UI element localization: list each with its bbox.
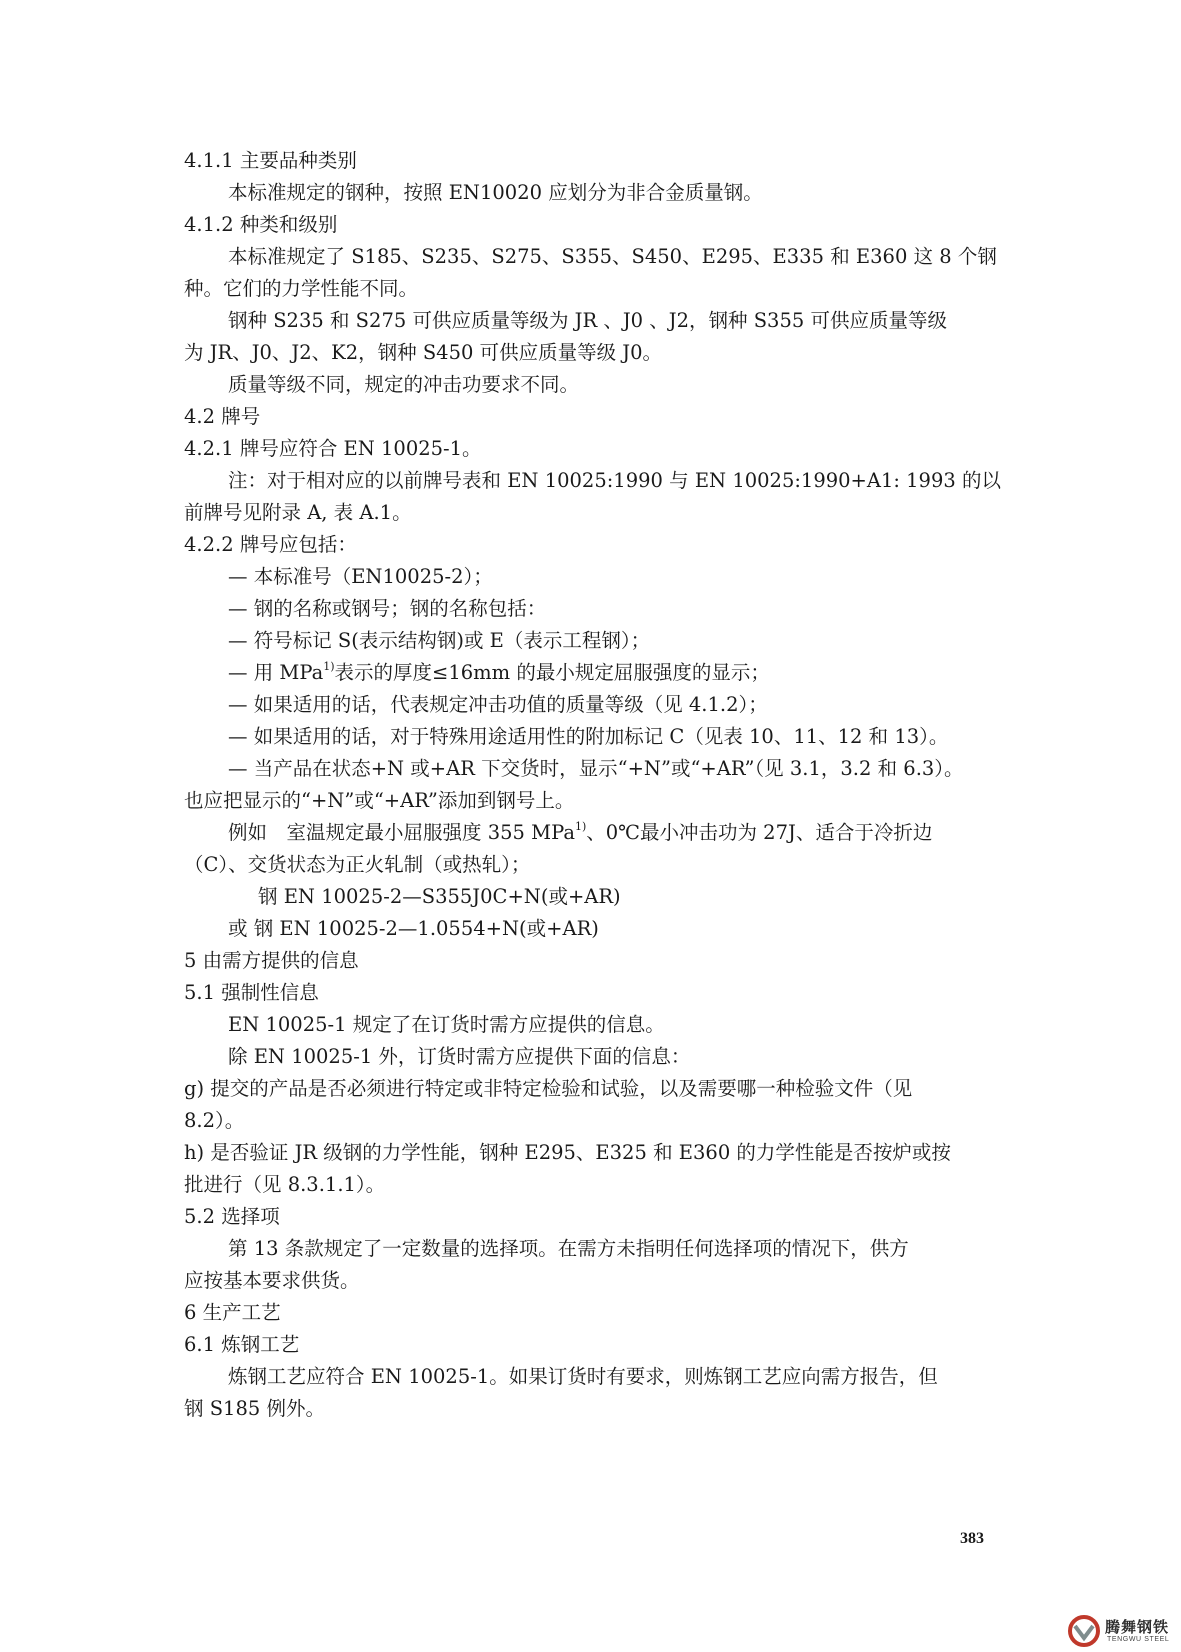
paragraph: 除 EN 10025-1 外，订货时需方应提供下面的信息： [228,1045,691,1068]
example-paragraph [228,820,932,846]
paragraph: 本标准规定了 S185、S235、S275、S355、S450、E295、E335 和 E360 这 8 个钢 [228,245,997,268]
footnote-marker: 1) [323,660,335,673]
list-item-g: g) 提交的产品是否必须进行特定或非特定检验和试验，以及需要哪一种检验文件（见 [184,1077,913,1100]
section-heading-5: 5 由需方提供的信息 [184,949,359,972]
section-heading-4-2-1: 4.2.1 牌号应符合 EN 10025-1。 [184,437,482,460]
page-number: 383 [960,1530,984,1547]
paragraph: 钢种 S235 和 S275 可供应质量等级为 JR 、J0 、J2，钢种 S355 可供应质量等级 [228,309,947,332]
paragraph: 质量等级不同，规定的冲击功要求不同。 [228,373,580,396]
example-text: 例如 室温规定最小屈服强度 355 MPa [228,821,575,844]
list-item: — 当产品在状态+N 或+AR 下交货时，显示“+N”或“+AR”（见 3.1，3.2 和 6.3）。 [228,757,964,780]
paragraph-continuation: 也应把显示的“+N”或“+AR”添加到钢号上。 [184,789,575,812]
list-item [228,660,770,686]
paragraph-continuation: 前牌号见附录 A, 表 A.1。 [184,501,412,524]
logo-name-cn: 腾舞钢铁 [1105,1618,1170,1636]
example-designation: 或 钢 EN 10025-2—1.0554+N(或+AR) [228,917,599,940]
paragraph: EN 10025-1 规定了在订货时需方应提供的信息。 [228,1013,665,1036]
example-designation: 钢 EN 10025-2—S355J0C+N(或+AR) [258,885,621,908]
example-text: 、0℃最小冲击功为 27J、适合于冷折边 [586,821,933,844]
section-heading-5-1: 5.1 强制性信息 [184,981,319,1004]
paragraph-continuation: 钢 S185 例外。 [184,1397,325,1420]
list-item: — 如果适用的话，对于特殊用途适用性的附加标记 C（见表 10、11、12 和 13）。 [228,725,949,748]
section-heading-4-2-2: 4.2.2 牌号应包括： [184,533,357,556]
paragraph-continuation: 为 JR、J0、J2、K2，钢种 S450 可供应质量等级 J0。 [184,341,663,364]
logo-name-en: TENGWU STEEL [1107,1636,1170,1643]
section-heading-5-2: 5.2 选择项 [184,1205,280,1228]
paragraph-continuation: 8.2）。 [184,1109,245,1132]
company-logo [1067,1614,1177,1650]
list-item: — 符号标记 S(表示结构钢)或 E（表示工程钢）； [228,629,651,652]
list-item: — 钢的名称或钢号；钢的名称包括： [228,597,547,620]
paragraph: 本标准规定的钢种，按照 EN10020 应划分为非合金质量钢。 [228,181,763,204]
list-item-text: — 用 MPa [228,661,324,684]
section-heading-4-2: 4.2 牌号 [184,405,261,428]
paragraph: 第 13 条款规定了一定数量的选择项。在需方未指明任何选择项的情况下，供方 [228,1237,909,1260]
section-heading-6: 6 生产工艺 [184,1301,281,1324]
paragraph-continuation: 种。它们的力学性能不同。 [184,277,419,300]
paragraph-continuation: 批进行（见 8.3.1.1）。 [184,1173,386,1196]
list-item: — 本标准号（EN10025-2）； [228,565,493,588]
paragraph-continuation: 应按基本要求供货。 [184,1269,360,1292]
list-item-h: h) 是否验证 JR 级钢的力学性能，钢种 E295、E325 和 E360 的力学性能是否按炉或按 [184,1141,951,1164]
list-item-text: 表示的厚度≤16mm 的最小规定屈服强度的显示； [334,661,770,684]
list-item: — 如果适用的话，代表规定冲击功值的质量等级（见 4.1.2）； [228,693,768,716]
section-heading-4-1-1: 4.1.1 主要品种类别 [184,149,357,172]
paragraph: 炼钢工艺应符合 EN 10025-1。如果订货时有要求，则炼钢工艺应向需方报告，但 [228,1365,938,1388]
note-paragraph: 注：对于相对应的以前牌号表和 EN 10025:1990 与 EN 10025:1990+A1: 1993 的以 [228,469,1001,492]
section-heading-4-1-2: 4.1.2 种类和级别 [184,213,338,236]
paragraph-continuation: （C）、交货状态为正火轧制（或热轧）； [184,853,531,876]
footnote-marker: 1) [574,820,587,833]
logo-mark-icon [1067,1614,1101,1648]
section-heading-6-1: 6.1 炼钢工艺 [184,1333,300,1356]
